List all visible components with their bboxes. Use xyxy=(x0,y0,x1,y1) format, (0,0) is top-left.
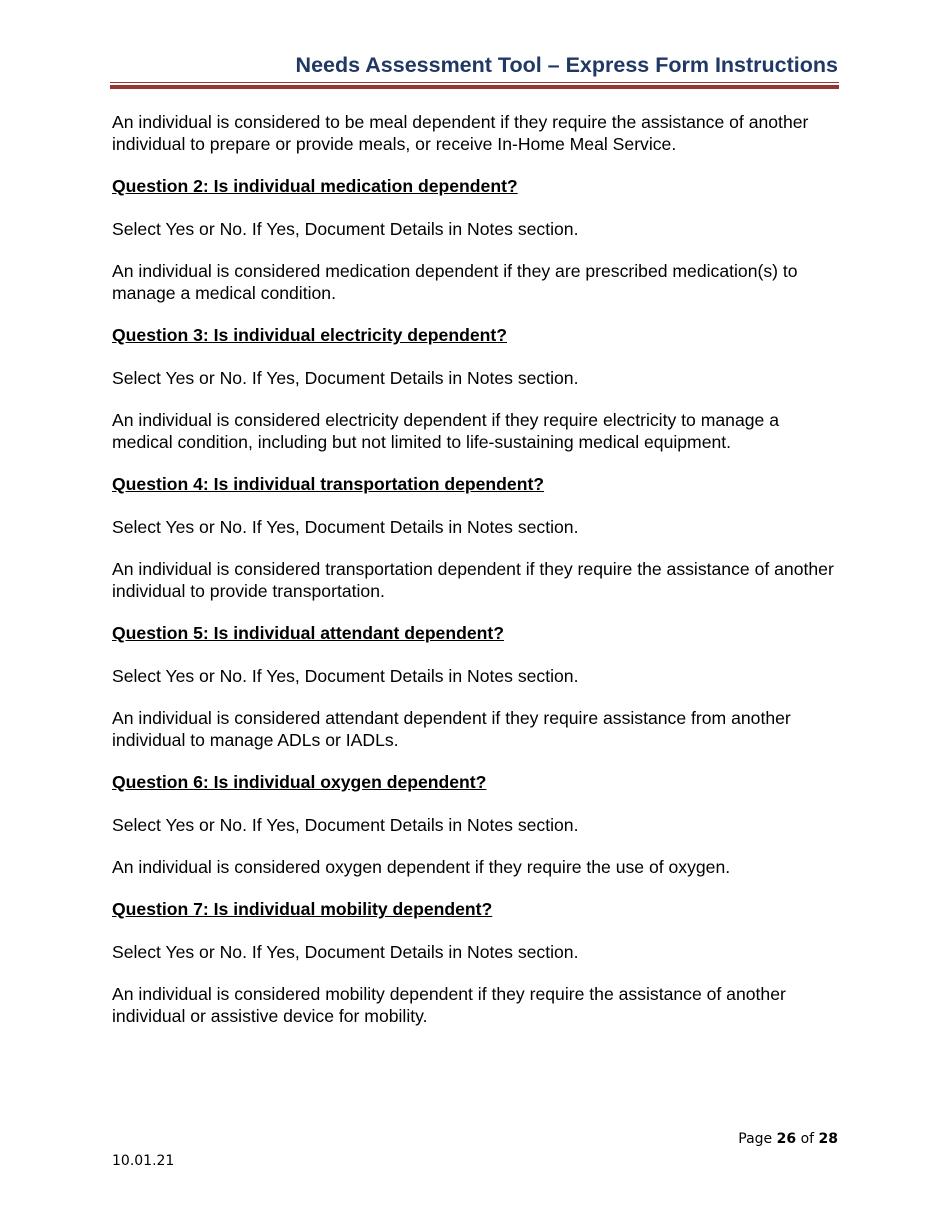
header-rule-thick xyxy=(110,85,839,89)
revision-date: 10.01.21 xyxy=(112,1153,175,1169)
question-instruction: Select Yes or No. If Yes, Document Details in Notes section. xyxy=(112,666,579,686)
question-instruction: Select Yes or No. If Yes, Document Details in Notes section. xyxy=(112,219,579,239)
question-block-5 xyxy=(112,622,840,751)
question-heading: Question 7: Is individual mobility dependent? xyxy=(112,899,493,919)
question-block-7 xyxy=(112,898,840,1027)
question-block-6 xyxy=(112,771,840,878)
question-definition: An individual is considered attendant dependent if they require assistance from another individual to manage ADLs or IADLs. xyxy=(112,708,791,750)
question-block-2 xyxy=(112,175,840,304)
question-definition: An individual is considered medication dependent if they are prescribed medication(s) to manage a medical condition. xyxy=(112,261,798,303)
question-definition: An individual is considered transportation dependent if they require the assistance of another individual to provide transportation. xyxy=(112,559,834,601)
document-body xyxy=(112,111,840,1047)
question-instruction: Select Yes or No. If Yes, Document Details in Notes section. xyxy=(112,517,579,537)
document-title: Needs Assessment Tool – Express Form Instructions xyxy=(295,53,838,77)
question-instruction: Select Yes or No. If Yes, Document Details in Notes section. xyxy=(112,815,579,835)
question-instruction: Select Yes or No. If Yes, Document Details in Notes section. xyxy=(112,368,579,388)
question-definition: An individual is considered electricity dependent if they require electricity to manage a medical condition, including but not limited to life-sustaining medical equipment. xyxy=(112,410,779,452)
question-heading: Question 5: Is individual attendant dependent? xyxy=(112,623,504,643)
question-heading: Question 2: Is individual medication dependent? xyxy=(112,176,518,196)
question-block-4 xyxy=(112,473,840,602)
question-block-3 xyxy=(112,324,840,453)
page-number xyxy=(738,1131,838,1147)
page-of: of xyxy=(800,1131,815,1147)
question-heading: Question 3: Is individual electricity dependent? xyxy=(112,325,507,345)
question-heading: Question 6: Is individual oxygen dependent? xyxy=(112,772,487,792)
intro-paragraph: An individual is considered to be meal dependent if they require the assistance of another individual to prepare or provide meals, or receive In-Home Meal Service. xyxy=(112,112,809,154)
page-total: 28 xyxy=(818,1131,838,1147)
question-instruction: Select Yes or No. If Yes, Document Details in Notes section. xyxy=(112,942,579,962)
question-definition: An individual is considered oxygen dependent if they require the use of oxygen. xyxy=(112,857,731,877)
page-current: 26 xyxy=(776,1131,797,1147)
question-definition: An individual is considered mobility dependent if they require the assistance of another individual or assistive device for mobility. xyxy=(112,984,786,1026)
header-rule-thin xyxy=(110,82,839,83)
question-heading: Question 4: Is individual transportation dependent? xyxy=(112,474,545,494)
page-prefix: Page xyxy=(738,1131,773,1147)
